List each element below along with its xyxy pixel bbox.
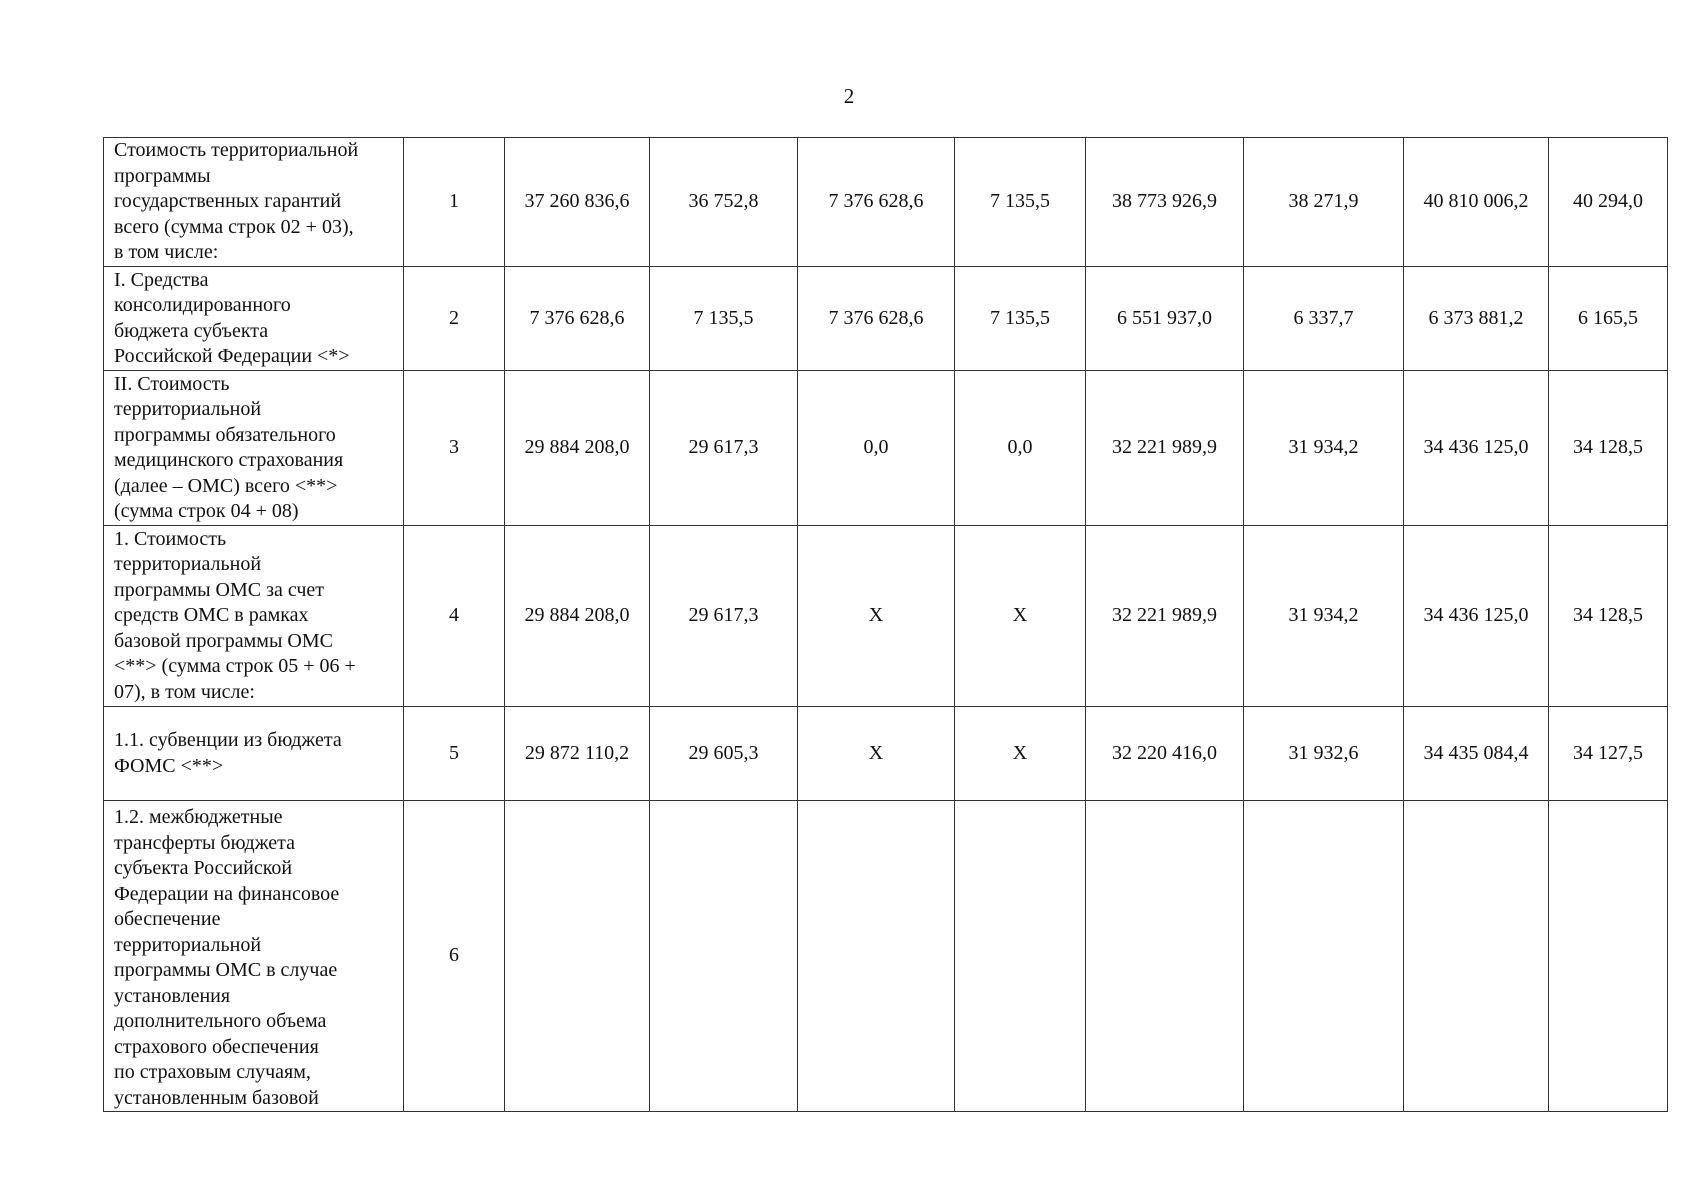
value-cell: 32 221 989,9: [1086, 526, 1244, 707]
row-label-cell: [104, 801, 404, 1112]
value-cell: 29 617,3: [650, 526, 798, 707]
value-cell: 7 135,5: [650, 267, 798, 371]
value-cell: [1404, 801, 1549, 1112]
page-number: 2: [843, 84, 855, 108]
value-cell: [798, 801, 955, 1112]
value-cell: [650, 801, 798, 1112]
value-cell: 36 752,8: [650, 138, 798, 267]
value-cell: 29 605,3: [650, 707, 798, 801]
value-cell: 34 436 125,0: [1404, 526, 1549, 707]
row-code: 2: [404, 267, 505, 371]
budget-table: [103, 137, 1668, 1112]
value-cell: 0,0: [955, 371, 1086, 526]
table-row: [104, 138, 1668, 267]
value-cell: [1549, 801, 1668, 1112]
value-cell: 6 373 881,2: [1404, 267, 1549, 371]
table-row: [104, 526, 1668, 707]
value-cell: 29 884 208,0: [505, 371, 650, 526]
row-label-cell: [104, 267, 404, 371]
value-cell: 38 271,9: [1244, 138, 1404, 267]
row-label-cell: [104, 526, 404, 707]
value-cell: 40 810 006,2: [1404, 138, 1549, 267]
value-cell: 7 376 628,6: [505, 267, 650, 371]
value-cell: 34 435 084,4: [1404, 707, 1549, 801]
row-label: II. Стоимость территориальной программы обязательного медицинского страхования (далее – ОМС) всего <**> (сумма строк 04 + 08): [114, 372, 344, 522]
value-cell: 31 934,2: [1244, 526, 1404, 707]
table-row: [104, 371, 1668, 526]
value-cell: 6 551 937,0: [1086, 267, 1244, 371]
row-code: 1: [404, 138, 505, 267]
value-cell: [505, 801, 650, 1112]
value-cell: 34 127,5: [1549, 707, 1668, 801]
row-code: 4: [404, 526, 505, 707]
value-cell: 7 376 628,6: [798, 267, 955, 371]
value-cell: 32 220 416,0: [1086, 707, 1244, 801]
value-cell: [1244, 801, 1404, 1112]
value-cell: 7 135,5: [955, 138, 1086, 267]
row-label-cell: [104, 138, 404, 267]
value-cell: [955, 801, 1086, 1112]
value-cell: 31 934,2: [1244, 371, 1404, 526]
row-code: 6: [404, 801, 505, 1112]
value-cell: 0,0: [798, 371, 955, 526]
table-row: [104, 267, 1668, 371]
value-cell: 34 128,5: [1549, 526, 1668, 707]
value-cell: 31 932,6: [1244, 707, 1404, 801]
value-cell: 37 260 836,6: [505, 138, 650, 267]
value-cell: 38 773 926,9: [1086, 138, 1244, 267]
value-cell: X: [955, 707, 1086, 801]
value-cell: 6 165,5: [1549, 267, 1668, 371]
row-label-cell: [104, 371, 404, 526]
value-cell: 29 884 208,0: [505, 526, 650, 707]
row-label: Стоимость территориальной программы государственных гарантий всего (сумма строк 02 + 03), в том числе:: [114, 139, 359, 264]
value-cell: 6 337,7: [1244, 267, 1404, 371]
row-label: 1. Стоимость территориальной программы ОМС за счет средств ОМС в рамках базовой программы ОМС <**> (сумма строк 05 + 06 + 07), в том числе:: [114, 527, 356, 703]
value-cell: 32 221 989,9: [1086, 371, 1244, 526]
row-code: 3: [404, 371, 505, 526]
value-cell: X: [955, 526, 1086, 707]
row-label: 1.2. межбюджетные трансферты бюджета субъекта Российской Федерации на финансовое обеспечение территориальной программы ОМС в случае установления дополнительного объема страхового обеспечения по страховым случаям, установленным базовой: [114, 806, 340, 1109]
value-cell: 29 872 110,2: [505, 707, 650, 801]
value-cell: 7 376 628,6: [798, 138, 955, 267]
value-cell: X: [798, 707, 955, 801]
row-label-cell: [104, 707, 404, 801]
row-label: 1.1. субвенции из бюджета ФОМС <**>: [114, 729, 342, 777]
value-cell: 29 617,3: [650, 371, 798, 526]
value-cell: 34 436 125,0: [1404, 371, 1549, 526]
value-cell: 34 128,5: [1549, 371, 1668, 526]
table-row: [104, 801, 1668, 1112]
row-label: I. Средства консолидированного бюджета субъекта Российской Федерации <*>: [114, 268, 350, 367]
table-row: [104, 707, 1668, 801]
value-cell: 7 135,5: [955, 267, 1086, 371]
value-cell: [1086, 801, 1244, 1112]
value-cell: X: [798, 526, 955, 707]
value-cell: 40 294,0: [1549, 138, 1668, 267]
row-code: 5: [404, 707, 505, 801]
